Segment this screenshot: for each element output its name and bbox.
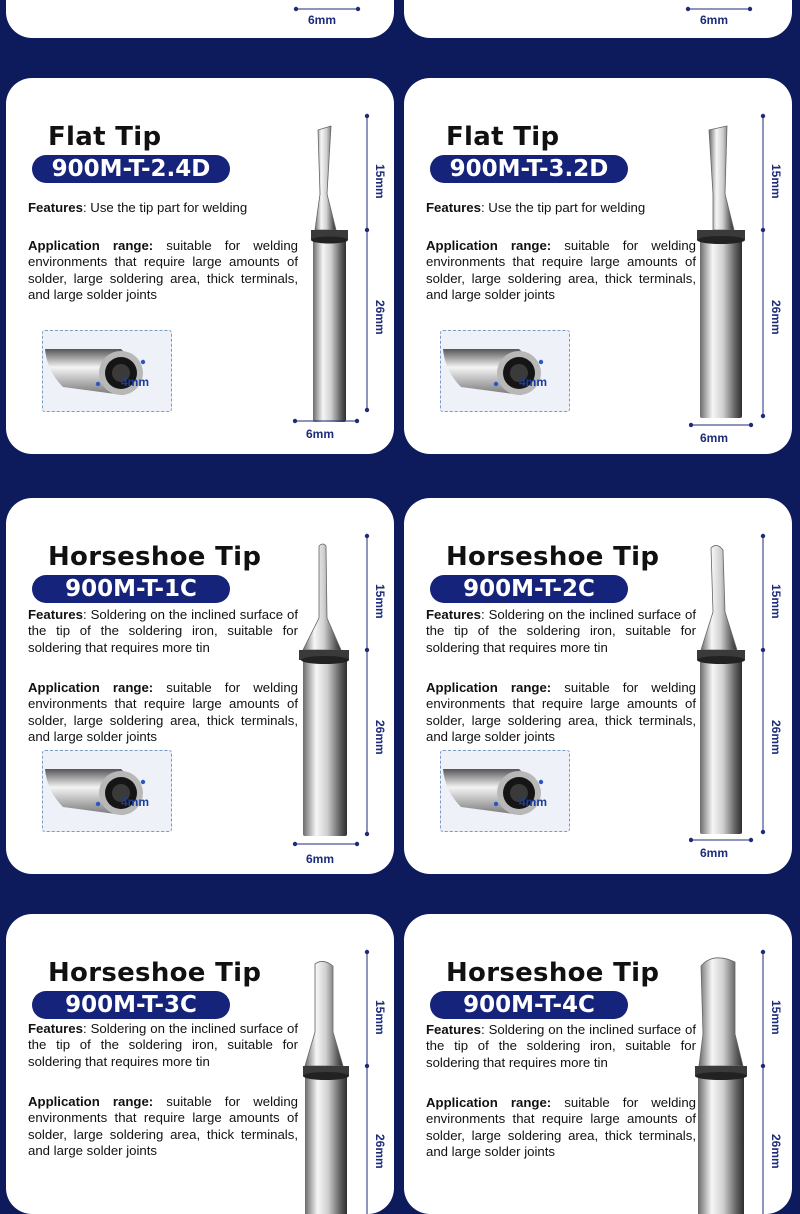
product-card-horseshoe-3c (6, 914, 394, 1214)
tip-width-label: 6mm (700, 846, 729, 860)
application-text: Application range: suitable for welding environments that require large amounts of solder, large soldering area, thick terminals, and large solder joints (426, 1095, 696, 1160)
product-card-flat-3-2d (404, 78, 792, 454)
body-length-label: 26mm (373, 720, 387, 755)
model-badge: 900M-T-4C (430, 991, 628, 1019)
tip-length-label: 15mm (769, 584, 783, 619)
model-badge: 900M-T-3C (32, 991, 230, 1019)
model-badge: 900M-T-2.4D (32, 155, 230, 183)
dimension-lines (404, 0, 792, 38)
tip-title: Horseshoe Tip (446, 542, 660, 572)
tip-title: Horseshoe Tip (446, 958, 660, 988)
tip-title: Horseshoe Tip (48, 958, 262, 988)
tip-cross-section-photo (440, 330, 570, 412)
product-card-horseshoe-4c (404, 914, 792, 1214)
application-text: Application range: suitable for welding environments that require large amounts of solder, large soldering area, thick terminals, and large solder joints (426, 680, 696, 745)
tip-width-label: 6mm (306, 852, 335, 866)
application-text: Application range: suitable for welding environments that require large amounts of solder, large soldering area, thick terminals, and large solder joints (28, 238, 298, 303)
features-heading: Features (28, 1021, 83, 1036)
features-text: Features: Soldering on the inclined surface of the tip of the soldering iron, suitable for soldering that requires more tin (426, 607, 696, 655)
model-badge: 900M-T-3.2D (430, 155, 628, 183)
tip-width-label: 6mm (308, 13, 337, 27)
tip-title: Flat Tip (48, 122, 162, 152)
application-text: Application range: suitable for welding environments that require large amounts of solder, large soldering area, thick terminals, and large solder joints (426, 238, 696, 303)
inner-diameter-label: 4mm (519, 795, 548, 809)
body-length-label: 26mm (769, 720, 783, 755)
tip-diagram (291, 914, 394, 1214)
tip-cross-section-photo (42, 750, 172, 832)
inner-diameter-label: 4mm (519, 375, 548, 389)
body-length-label: 26mm (769, 1134, 783, 1169)
tip-diagram (291, 498, 394, 874)
tip-length-label: 15mm (373, 164, 387, 199)
features-heading: Features (426, 200, 481, 215)
inner-diameter-label: 4mm (121, 795, 150, 809)
tip-diagram (689, 914, 792, 1214)
tip-width-label: 6mm (700, 13, 729, 27)
tip-title: Flat Tip (446, 122, 560, 152)
body-length-label: 26mm (373, 300, 387, 335)
product-card-top-right (404, 0, 792, 38)
features-heading: Features (28, 200, 83, 215)
tip-length-label: 15mm (373, 1000, 387, 1035)
tip-length-label: 15mm (769, 164, 783, 199)
application-heading: Application range: (426, 1095, 552, 1110)
model-badge: 900M-T-1C (32, 575, 230, 603)
application-text: Application range: suitable for welding environments that require large amounts of solder, large soldering area, thick terminals, and large solder joints (28, 680, 298, 745)
features-text: Features: Use the tip part for welding (28, 200, 248, 215)
features-text: Features: Soldering on the inclined surface of the tip of the soldering iron, suitable for soldering that requires more tin (28, 1021, 298, 1069)
tip-cross-section-photo (42, 330, 172, 412)
tip-width-label: 6mm (700, 431, 729, 445)
features-text: Features: Soldering on the inclined surface of the tip of the soldering iron, suitable for soldering that requires more tin (426, 1022, 696, 1070)
application-heading: Application range: (28, 680, 154, 695)
features-text: Features: Soldering on the inclined surface of the tip of the soldering iron, suitable for soldering that requires more tin (28, 607, 298, 655)
product-card-flat-2-4d (6, 78, 394, 454)
application-heading: Application range: (28, 238, 154, 253)
application-heading: Application range: (426, 680, 552, 695)
application-heading: Application range: (28, 1094, 154, 1109)
tip-diagram (291, 78, 394, 454)
product-card-horseshoe-2c (404, 498, 792, 874)
product-card-horseshoe-1c (6, 498, 394, 874)
tip-diagram (689, 498, 792, 874)
features-heading: Features (28, 607, 83, 622)
features-text: Features: Use the tip part for welding (426, 200, 646, 215)
features-heading: Features (426, 607, 481, 622)
tip-cross-section-photo (440, 750, 570, 832)
model-badge: 900M-T-2C (430, 575, 628, 603)
tip-title: Horseshoe Tip (48, 542, 262, 572)
body-length-label: 26mm (373, 1134, 387, 1169)
tip-diagram (689, 78, 792, 454)
tip-end-image (43, 331, 171, 411)
application-text: Application range: suitable for welding environments that require large amounts of solder, large soldering area, thick terminals, and large solder joints (28, 1094, 298, 1159)
application-heading: Application range: (426, 238, 552, 253)
tip-length-label: 15mm (373, 584, 387, 619)
tip-width-label: 6mm (306, 427, 335, 441)
tip-end-image (441, 331, 569, 411)
body-length-label: 26mm (769, 300, 783, 335)
tip-end-image (441, 751, 569, 831)
inner-diameter-label: 4mm (121, 375, 150, 389)
tip-length-label: 15mm (769, 1000, 783, 1035)
features-heading: Features (426, 1022, 481, 1037)
product-card-top-left (6, 0, 394, 38)
tip-end-image (43, 751, 171, 831)
